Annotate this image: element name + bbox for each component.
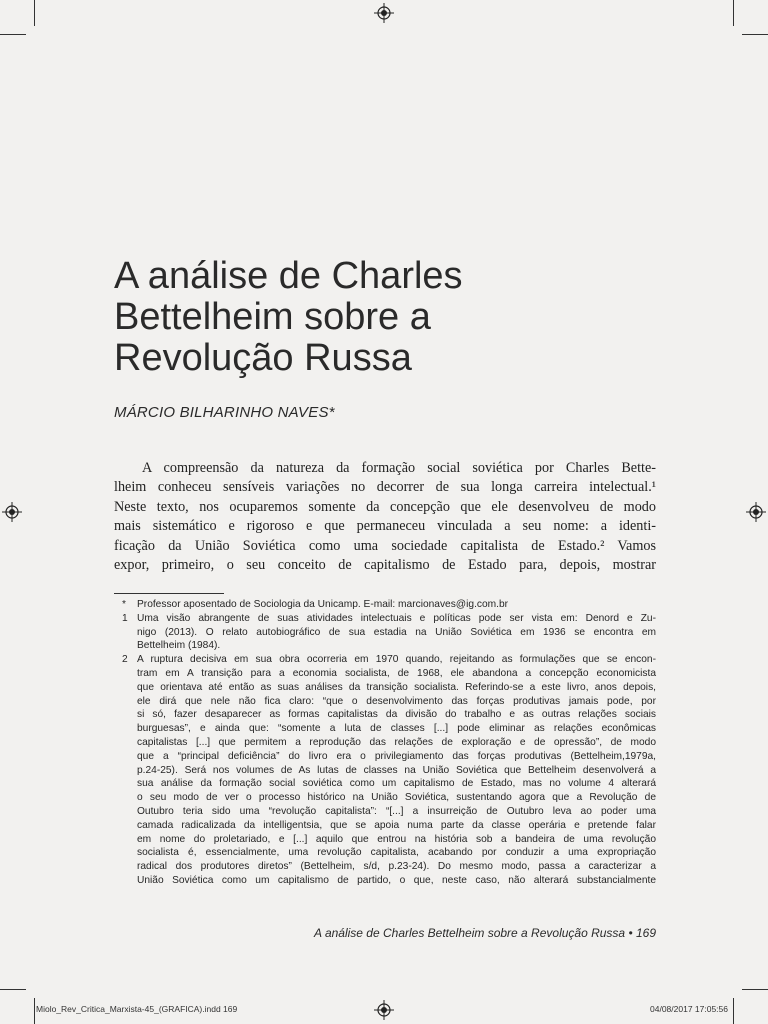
author-name: MÁRCIO BILHARINHO NAVES* <box>114 404 335 421</box>
registration-mark-icon <box>746 502 766 522</box>
title-line: A análise de Charles <box>114 255 463 297</box>
footnote-line: em nome do proletariado, e [...] aquilo que entrou na história sob a bandeira de uma revolução <box>137 833 656 845</box>
footnote-author <box>122 598 656 612</box>
footnote-line: Outubro teria sido uma “revolução capitalista”: “[...] a insurreição de Outubro leva ao poder uma <box>137 805 656 817</box>
registration-mark-icon <box>374 3 394 23</box>
footnote-line: radical dos produtores diretos” (Bettelheim, s/d, p.23-24). Do mesmo modo, passa a caracterizar a <box>137 861 656 873</box>
footnote-line: que a “principal deficiência” do livro era o privilegiamento das forças produtivas (Bettelheim,1979a, <box>137 750 656 762</box>
crop-mark-top-right-v <box>733 0 734 26</box>
title-line: Revolução Russa <box>114 337 412 379</box>
footnote-1 <box>122 612 656 653</box>
footnote-line: Uma visão abrangente de suas atividades intelectuais e políticas pode ser vista em: Denord e Zu- <box>137 612 656 624</box>
footnote-mark: * <box>122 599 126 610</box>
footnote-line: socialista é, essencialmente, uma revolução capitalista, acabando por conduzir a uma expropriação <box>137 847 656 859</box>
registration-mark-icon <box>374 1000 394 1020</box>
footnote-line: nigo (2013). O relato autobiográfico de sua estadia na União Soviética em 1936 se encontra em <box>137 626 656 638</box>
footnote-line: que orientava até então as suas análises da transição socialista. Referindo-se a este livro, anos depois, <box>137 681 656 693</box>
crop-mark-top-right-h <box>742 34 768 35</box>
registration-mark-icon <box>2 502 22 522</box>
footnote-line: burguesas”, e ainda que: “somente a luta de classes [...] pode eliminar as relações econômicas <box>137 723 656 735</box>
footnote-line: sua análise da formação social soviética como um capitalismo de Estado, mas no volume 4 alterará <box>137 778 656 790</box>
footnote-2 <box>122 653 656 888</box>
title-line: Bettelheim sobre a <box>114 296 431 338</box>
footnotes <box>122 598 656 888</box>
footnote-separator <box>114 593 224 594</box>
crop-mark-bottom-left-h <box>0 989 26 990</box>
footnote-line: o seu modo de ver o processo histórico na União Soviética, sustentando agora que a Revolução de <box>137 792 656 804</box>
footnote-mark: 2 <box>122 654 128 666</box>
footnote-line: ele dirá que nele não fica claro: “que o desenvolvimento das forças produtivas jamais pode, por <box>137 695 656 707</box>
footnote-line: União Soviética como um capitalismo de partido, o que, neste caso, não alterará substancialmente <box>137 874 656 886</box>
crop-mark-bottom-right-h <box>742 989 768 990</box>
article-title <box>114 256 674 379</box>
slug-file-info: Miolo_Rev_Critica_Marxista-45_(GRAFICA).indd 169 <box>36 1004 238 1014</box>
footnote-mark: 1 <box>122 612 128 624</box>
crop-mark-top-left-h <box>0 34 26 35</box>
body-line: lheim conheceu sensíveis variações no decorrer de sua longa carreira intelectual.¹ <box>114 479 656 496</box>
body-line: A compreensão da natureza da formação social soviética por Charles Bette- <box>142 460 656 476</box>
crop-mark-bottom-left-v <box>34 998 35 1024</box>
crop-mark-top-left-v <box>34 0 35 26</box>
body-line: ficação da União Soviética como uma sociedade capitalista de Estado.² Vamos <box>114 537 656 554</box>
crop-mark-bottom-right-v <box>733 998 734 1024</box>
body-paragraph <box>114 459 656 575</box>
footnote-line: capitalistas [...] que permitem a reprodução das relações de exploração e de opressão”, de modo <box>137 736 656 748</box>
running-footer: A análise de Charles Bettelheim sobre a Revolução Russa • 169 <box>314 926 656 940</box>
slug-date-info: 04/08/2017 17:05:56 <box>650 1004 728 1014</box>
body-line: Neste texto, nos ocuparemos somente da concepção que ele desenvolveu de modo <box>114 498 656 515</box>
body-line: mais sistemático e rigoroso e que permaneceu vinculada a seu nome: a identi- <box>114 518 656 535</box>
body-line: expor, primeiro, o seu conceito de capitalismo de Estado para, depois, mostrar <box>114 557 656 574</box>
footnote-line: Professor aposentado de Sociologia da Unicamp. E-mail: marcionaves@ig.com.br <box>137 599 509 610</box>
footnote-line: Bettelheim (1984). <box>137 640 221 652</box>
footnote-line: p.24-25). Será nos volumes de As lutas de classes na União Soviética que Bettelheim desenvolverá a <box>137 764 656 776</box>
footnote-line: tram em A transição para a economia socialista, de 1968, ele abandona a concepção economicista <box>137 667 656 679</box>
footnote-line: A ruptura decisiva em sua obra ocorreria em 1970 quando, rejeitando as formulações que se encon- <box>137 654 656 666</box>
footnote-line: camada radicalizada da intelligentsia, que se apoia numa parte da classe operária e pretende falar <box>137 819 656 831</box>
footnote-line: si só, fazer desaparecer as formas capitalistas da divisão do trabalho e as outras relações sociais <box>137 709 656 721</box>
